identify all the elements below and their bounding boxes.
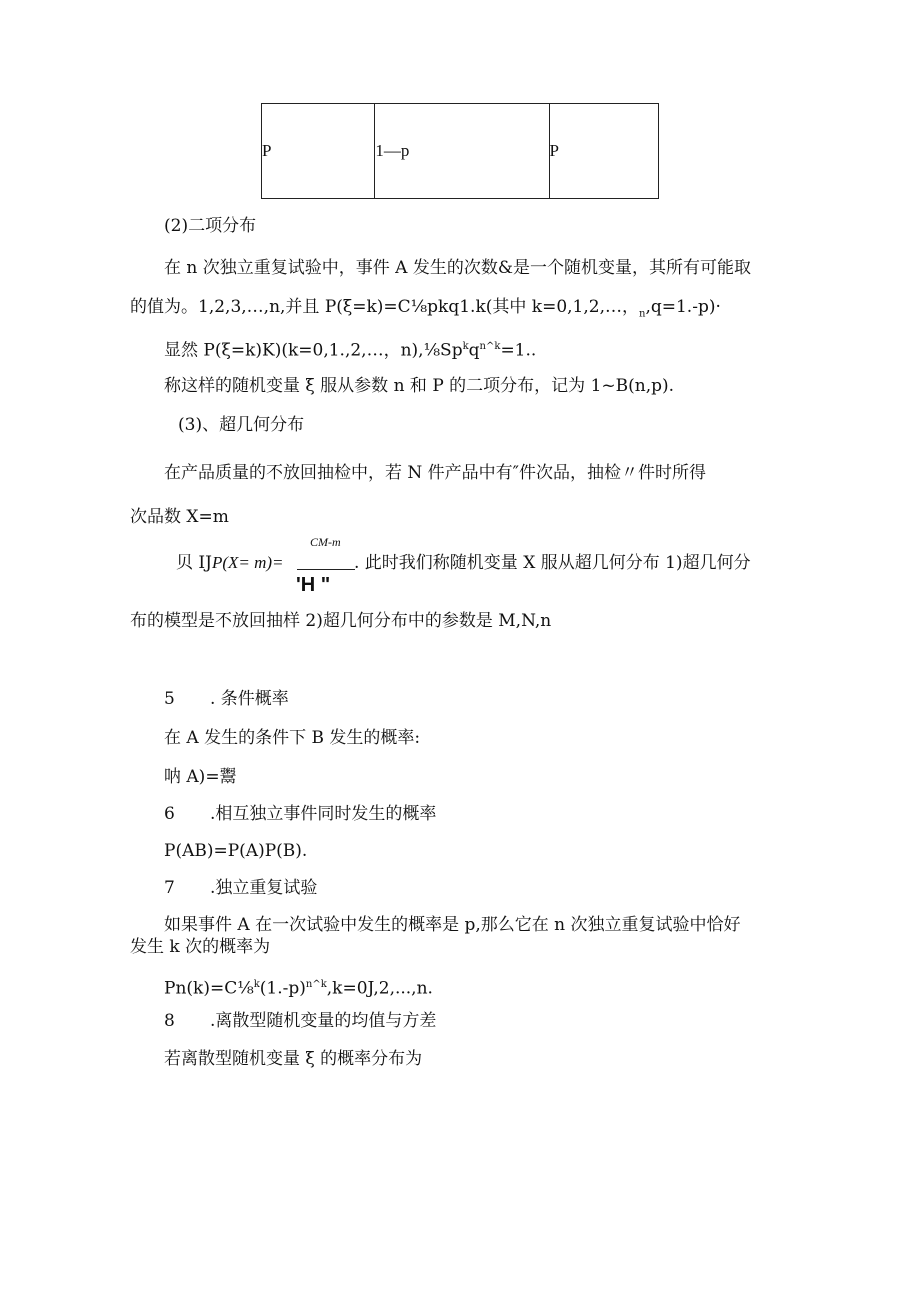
paragraph-line: 呐 A)=鬻	[164, 767, 237, 787]
section-number: 6	[164, 804, 175, 824]
paragraph-line: 发生 k 次的概率为	[130, 937, 271, 957]
paragraph-line: 在产品质量的不放回抽检中，若 N 件产品中有″件次品，抽检〃件时所得	[164, 463, 707, 483]
section-title: .相互独立事件同时发生的概率	[210, 804, 437, 824]
paragraph-line: 在 n 次独立重复试验中，事件 A 发生的次数&是一个随机变量，其所有可能取	[164, 258, 751, 278]
formula-tail: . 此时我们称随机变量 X 服从超几何分布 1)超几何分	[354, 553, 751, 573]
fraction-bar	[297, 569, 355, 570]
paragraph-line: 在 A 发生的条件下 B 发生的概率:	[164, 728, 421, 748]
distribution-table	[261, 103, 659, 199]
fraction-numerator: CM-m	[310, 535, 341, 549]
table-cell: P	[549, 104, 658, 199]
section-title: .离散型随机变量的均值与方差	[210, 1011, 437, 1031]
paragraph-line: $Pn(k)=C\frac{1}{8}^k(1.-p)^{n\^{}k},k=0J,2,...,n$.	[164, 978, 433, 999]
paragraph-line: 如果事件 A 在一次试验中发生的概率是 p,那么它在 n 次独立重复试验中恰好	[164, 915, 741, 935]
paragraph-line: 若离散型随机变量 ξ 的概率分布为	[164, 1049, 423, 1069]
section-title: . 条件概率	[210, 689, 289, 709]
paragraph-line: P(AB)=P(A)P(B).	[164, 841, 308, 861]
fraction-denominator: 'H "	[296, 574, 331, 596]
paragraph-line: 布的模型是不放回抽样 2)超几何分布中的参数是 M,N,n	[130, 611, 552, 631]
section-number: 8	[164, 1011, 175, 1031]
paragraph-line: 显然 P(ξ=k)K)(k=0,1.,2,…，$n),\frac{1}{8}Sp^kq^{n\^{}k}=1$..	[164, 340, 537, 361]
formula-line: 贝 IJP(X= m)=	[176, 553, 284, 573]
hyper-heading: (3)、超几何分布	[178, 415, 305, 435]
table-cell: 1—p	[375, 104, 549, 199]
paragraph-line: 的值为。1,2,3,…,n,并且 P(ξ=k)=C⅛pkq1.k(其中 k=0,1,2,…，$_n$,q=1.-p)·	[130, 297, 721, 320]
section-title: .独立重复试验	[210, 878, 318, 898]
binom-heading: (2)二项分布	[164, 216, 257, 236]
table-cell: P	[262, 104, 375, 199]
section-number: 5	[164, 689, 175, 709]
paragraph-line: 称这样的随机变量 ξ 服从参数 n 和 P 的二项分布，记为 1~B(n,p).	[164, 376, 675, 396]
section-number: 7	[164, 878, 175, 898]
paragraph-line: 次品数 X=m	[130, 507, 229, 527]
